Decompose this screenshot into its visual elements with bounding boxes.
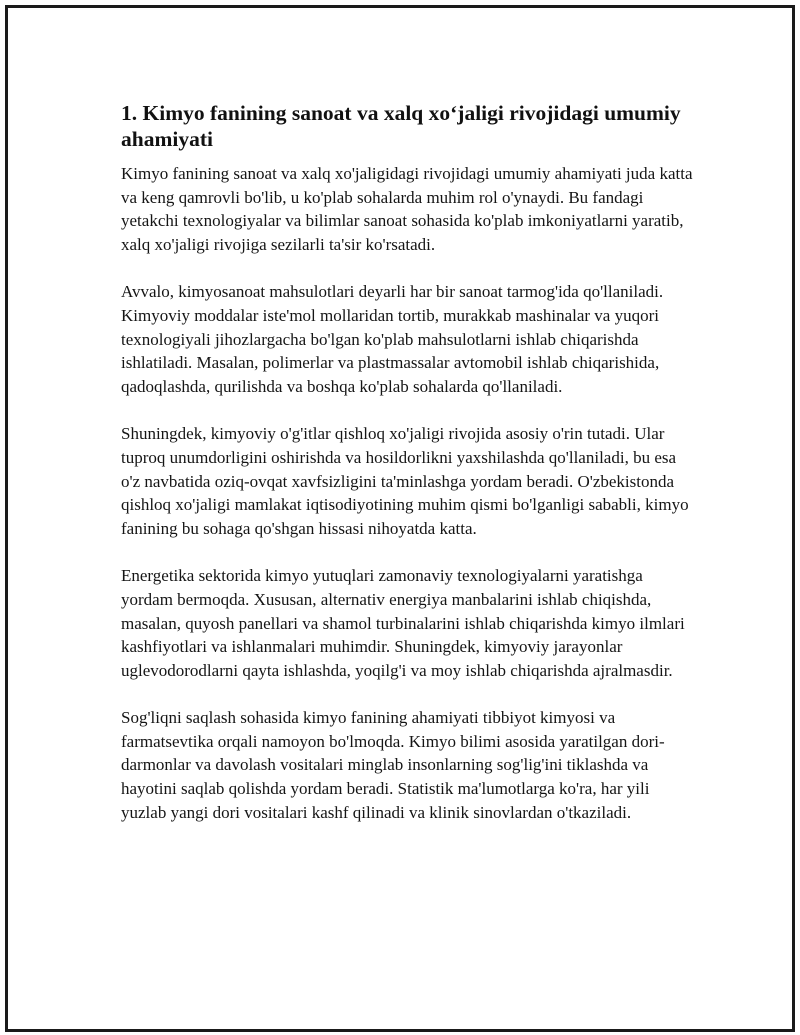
- document-body: [121, 100, 696, 848]
- paragraph-health: Sog'liqni saqlash sohasida kimyo fanining ahamiyati tibbiyot kimyosi va farmatsevtika orqali namoyon bo'lmoqda. Kimyo bilimi asosida yaratilgan dori-darmonlar va davolash vositalari minglab insonlarning sog'lig'ini tiklashda va hayotini saqlab qolishda yordam beradi. Statistik ma'lumotlarga ko'ra, har yili yuzlab yangi dori vositalari kashf qilinadi va klinik sinovlardan o'tkaziladi.: [121, 708, 665, 822]
- page-frame: [5, 5, 795, 1032]
- paragraph-energy: Energetika sektorida kimyo yutuqlari zamonaviy texnologiyalarni yaratishga yordam bermoqda. Xususan, alternativ energiya manbalarini ishlab chiqishda, masalan, quyosh panellari va shamol turbinalarini ishlab chiqarishda kimyo ilmlari kashfiyotlari va ishlanmalari muhimdir. Shuningdek, kimyoviy jarayonlar uglevodorodlarni qayta ishlashda, yoqilg'i va moy ishlab chiqarishda ajralmasdir.: [121, 566, 685, 680]
- section-heading: 1. Kimyo fanining sanoat va xalq xo‘jaligi rivojidagi umumiy ahamiyati: [121, 101, 681, 151]
- paragraph-intro: Kimyo fanining sanoat va xalq xo'jaligidagi rivojidagi umumiy ahamiyati juda katta va keng qamrovli bo'lib, u ko'plab sohalarda muhim rol o'ynaydi. Bu fandagi yetakchi texnologiyalar va bilimlar sanoat sohasida ko'plab imkoniyatlarni yaratib, xalq xo'jaligi rivojiga sezilarli ta'sir ko'rsatadi.: [121, 164, 693, 254]
- paragraph-agriculture: Shuningdek, kimyoviy o'g'itlar qishloq xo'jaligi rivojida asosiy o'rin tutadi. Ular tuproq unumdorligini oshirishda va hosildorlikni yaxshilashda qo'llaniladi, bu esa o'z navbatida oziq-ovqat xavfsizligini ta'minlashga yordam beradi. O'zbekistonda qishloq xo'jaligi mamlakat iqtisodiyotining muhim qismi bo'lganligi sababli, kimyo fanining bu sohaga qo'shgan hissasi nihoyatda katta.: [121, 424, 689, 538]
- paragraph-industry: Avvalo, kimyosanoat mahsulotlari deyarli har bir sanoat tarmog'ida qo'llaniladi. Kimyoviy moddalar iste'mol mollaridan tortib, murakkab mashinalar va yuqori texnologiyali jihozlargacha bo'lgan ko'plab mahsulotlarni ishlab chiqarishda ishlatiladi. Masalan, polimerlar va plastmassalar avtomobil ishlab chiqarishida, qadoqlashda, qurilishda va boshqa ko'plab sohalarda qo'llaniladi.: [121, 282, 664, 396]
